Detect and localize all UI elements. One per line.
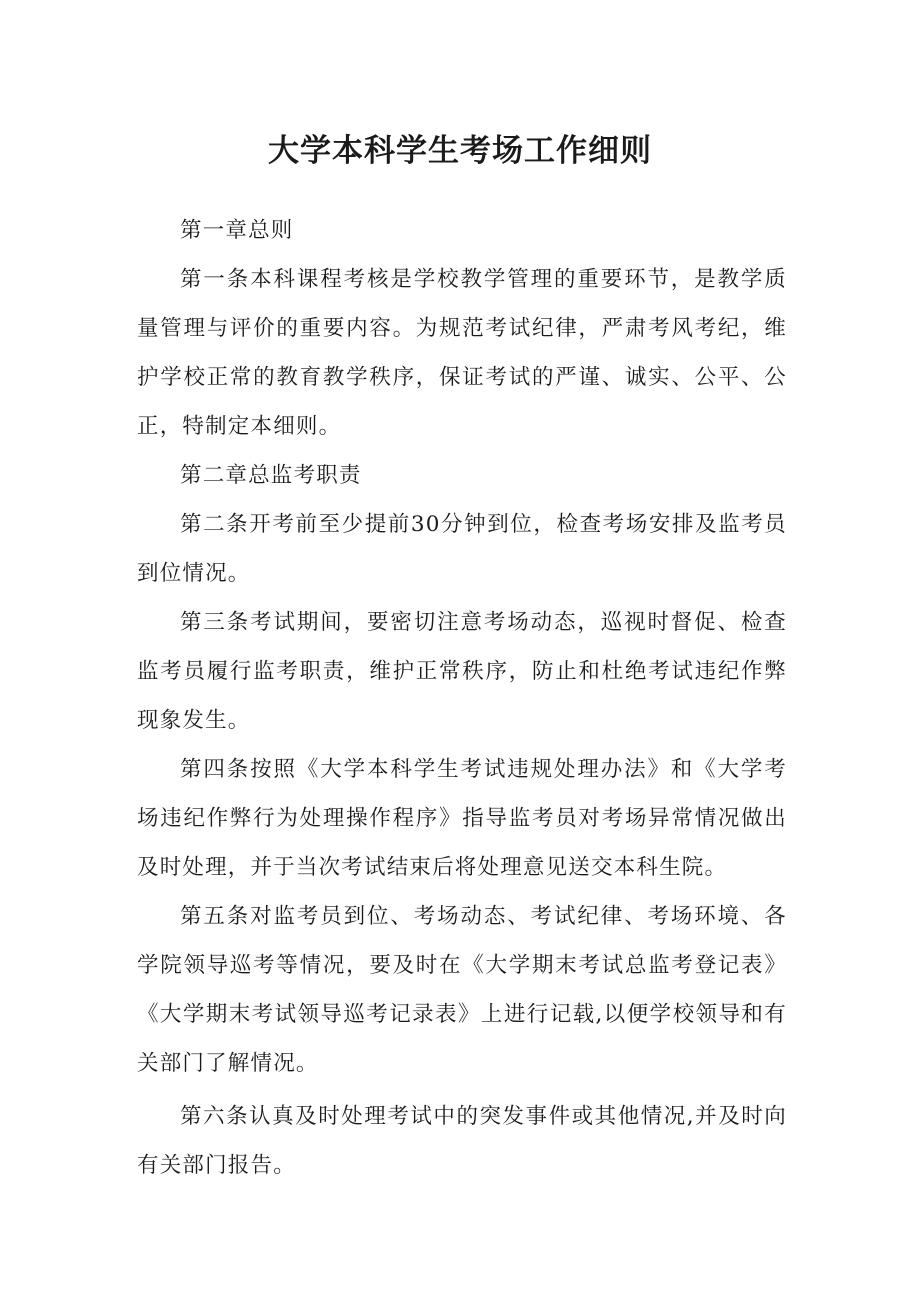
chapter-heading: 第一章总则 bbox=[180, 218, 294, 243]
document-title: 大学本科学生考场工作细则 bbox=[268, 133, 652, 169]
article-paragraph: 第三条考试期间，要密切注意考场动态，巡视时督促、检查监考员履行监考职责，维护正常秩序，防止和杜绝考试违纪作弊现象发生。 bbox=[137, 610, 787, 733]
article-paragraph: 第六条认真及时处理考试中的突发事件或其他情况,并及时向有关部门报告。 bbox=[137, 1104, 787, 1178]
document-body bbox=[137, 206, 787, 1190]
chapter-heading: 第二章总监考职责 bbox=[180, 463, 362, 488]
article-paragraph: 第一条本科课程考核是学校教学管理的重要环节，是教学质量管理与评价的重要内容。为规范考试纪律，严肃考风考纪，维护学校正常的教育教学秩序，保证考试的严谨、诚实、公平、公正，特制定本细则。 bbox=[137, 267, 787, 439]
article-paragraph: 第四条按照《大学本科学生考试违规处理办法》和《大学考场违纪作弊行为处理操作程序》指导监考员对考场异常情况做出及时处理，并于当次考试结束后将处理意见送交本科生院。 bbox=[137, 757, 787, 880]
article-paragraph: 第五条对监考员到位、考场动态、考试纪律、考场环境、各学院领导巡考等情况，要及时在《大学期末考试总监考登记表》《大学期末考试领导巡考记录表》上进行记载,以便学校领导和有关部门了解情况。 bbox=[137, 904, 787, 1076]
article-paragraph: 第二条开考前至少提前30分钟到位，检查考场安排及监考员到位情况。 bbox=[137, 512, 787, 586]
